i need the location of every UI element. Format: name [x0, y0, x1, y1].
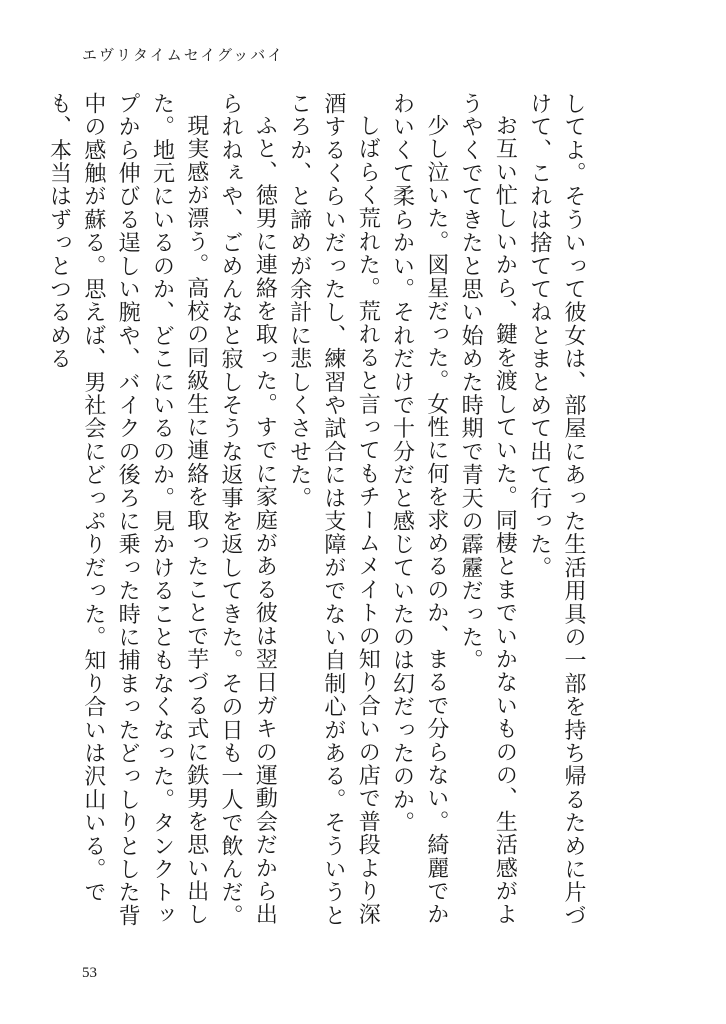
paragraph-4: しばらく荒れた。荒れると言ってもチームメイトの知り合いの店で普段より深酒するくらいだったし、練習や試合には支障がでない自制心がある。そういうところか、と諦めが余計に悲しくさせた。: [286, 92, 381, 928]
running-head: エヴリタイムセイグッバイ: [82, 46, 285, 64]
paragraph-3: 少し泣いた。図星だった。女性に何を求めるのか、まるで分らない。綺麗でかわいくて柔らかい。それだけで十分だと感じていたのは幻だったのか。: [389, 92, 449, 926]
paragraph-6: 現実感が漂う。高校の同級生に連絡を取ったことで芋づる式に鉄男を思い出した。地元にいるのか、どこにいるのか。見かけることもなくなった。タンクトップから伸びる逞しい腕や、バイクの後ろに乗った時に捕まったどっしりとした背中の感触が蘇る。思えば、男社会にどっぷりだった。知り合いは沢山いる。でも、本当はずっとつるめる: [46, 92, 209, 928]
paragraph-1: してよ。そういって彼女は、部屋にあった生活用具の一部を持ち帰るために片づけて、これは捨ててねとまとめて出て行った。: [526, 92, 586, 928]
vertical-text-body: [46, 92, 590, 942]
page-number: 53: [82, 965, 97, 981]
paragraph-5: ふと、徳男に連絡を取った。すでに家庭がある彼は翌日ガキの運動会だから出られねぇや、ごめんなと寂しそうな返事を返してきた。その日も一人で飲んだ。: [218, 92, 278, 928]
paragraph-2: お互い忙しいから、鍵を渡していた。同棲とまでいかないものの、生活感がようやくでてきたと思い始めた時期で青天の霹靂だった。: [458, 92, 518, 926]
